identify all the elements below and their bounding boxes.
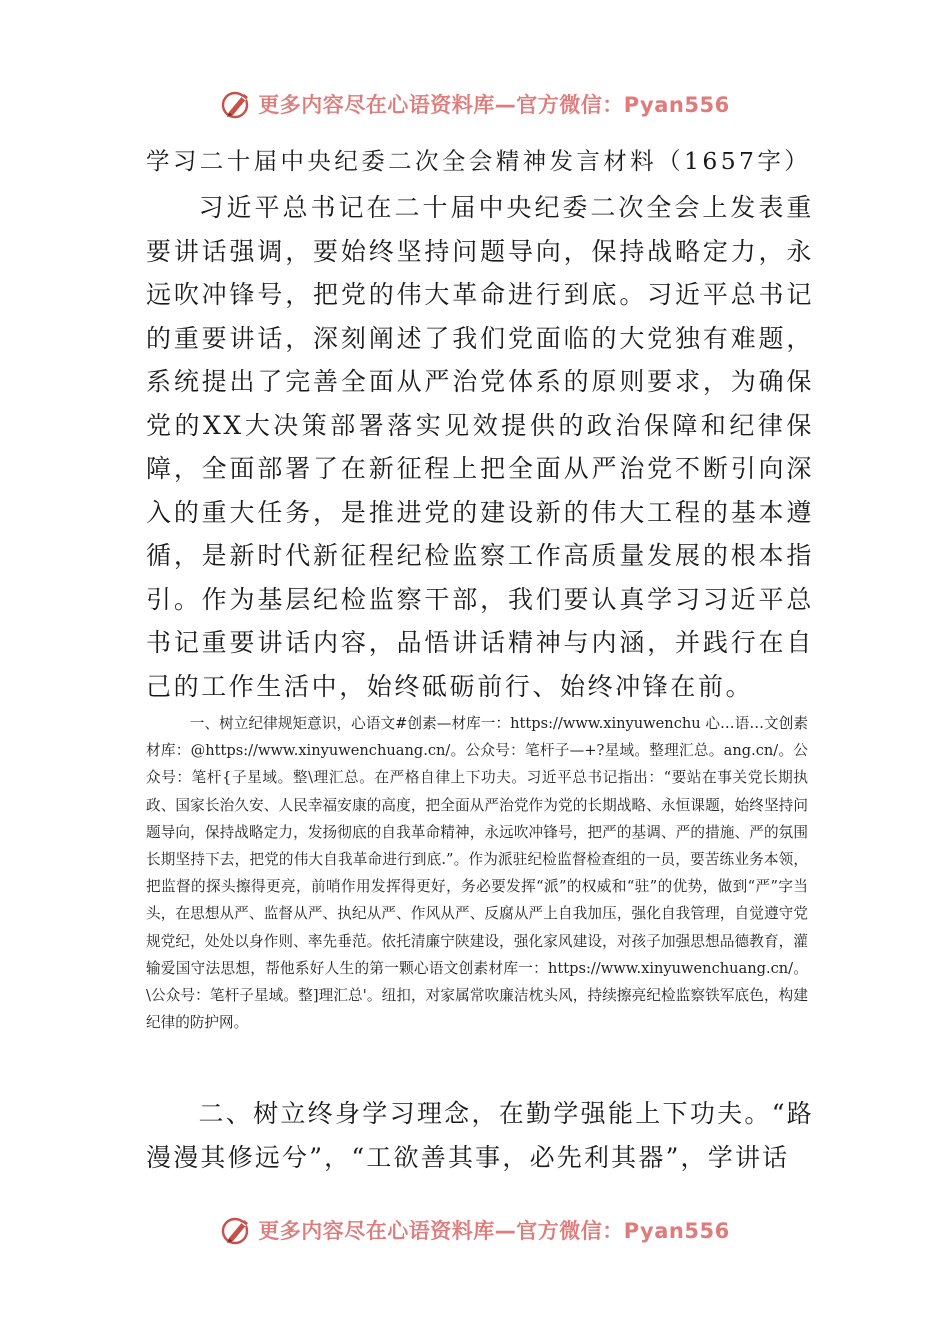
intro-paragraph: 习近平总书记在二十届中央纪委二次全会上发表重要讲话强调，要始终坚持问题导向，保持战略定力，永远吹冲锋号，把党的伟大革命进行到底。习近平总书记的重要讲话，深刻阐述了我们党面临的大党独有难题，系统提出了完善全面从严治党体系的原则要求，为确保党的XX大决策部署落实见效提供的政治保障和纪律保障，全面部署了在新征程上把全面从严治党不断引向深入的重大任务，是推进党的建设新的伟大工程的基本遵循，是新时代新征程纪检监察工作高质量发展的根本指引。作为基层纪检监察干部，我们要认真学习习近平总书记重要讲话内容，品悟讲话精神与内涵，并践行在自己的工作生活中，始终砥砺前行、始终冲锋在前。	[146, 193, 814, 701]
footer-banner	[0, 1210, 950, 1250]
pen-logo-icon	[220, 87, 254, 121]
section2-paragraph: 二、树立终身学习理念，在勤学强能上下功夫。“路漫漫其修远兮”，“工欲善其事，必先利其器”，学讲话	[146, 1099, 814, 1172]
header-banner-text: 更多内容尽在心语资料库—官方微信：Pyan556	[258, 93, 730, 117]
header-banner	[0, 84, 950, 124]
document-title: 学习二十届中央纪委二次全会精神发言材料（1657字）	[146, 147, 812, 175]
section1-paragraph: 一、树立纪律规矩意识，心语文#创素—材库一：https://www.xinyuwenchu 心…语…文创素材库：@https://www.xinyuwenchuang.cn/。公众号：笔杆子—+?星域。整理汇总。ang.cn/。公众号：笔杆{子星域。整\理汇总。在严格自律上下功夫。习近平总书记指出：“要站在事关党长期执政、国家长治久安、人民幸福安康的高度，把全面从严治党作为党的长期战略、永恒课题，始终坚持问题导向，保持战略定力，发扬彻底的自我革命精神，永远吹冲锋号，把严的基调、严的措施、严的氛围长期坚持下去，把党的伟大自我革命进行到底.”。作为派驻纪检监督检查组的一员，要苦练业务本领，把监督的探头擦得更亮，前哨作用发挥得更好，务必要发挥“派”的权威和“驻”的优势，做到“严”字当头，在思想从严、监督从严、执纪从严、作风从严、反腐从严上自我加压，强化自我管理，自觉遵守党规党纪，处处以身作则、率先垂范。依托清廉宁陕建设，强化家风建设，对孩子加强思想品德教育，灌输爱国守法思想，帮他系好人生的第一颗心语文创素材库一：https://www.xinyuwenchuang.cn/。\公众号：笔杆子星域。整]理汇总'。纽扣，对家属常吹廉洁枕头风，持续擦亮纪检监察铁军底色，构建纪律的防护网。	[146, 715, 808, 1032]
pen-logo-icon	[220, 1213, 254, 1247]
footer-banner-text: 更多内容尽在心语资料库—官方微信：Pyan556	[258, 1219, 730, 1243]
